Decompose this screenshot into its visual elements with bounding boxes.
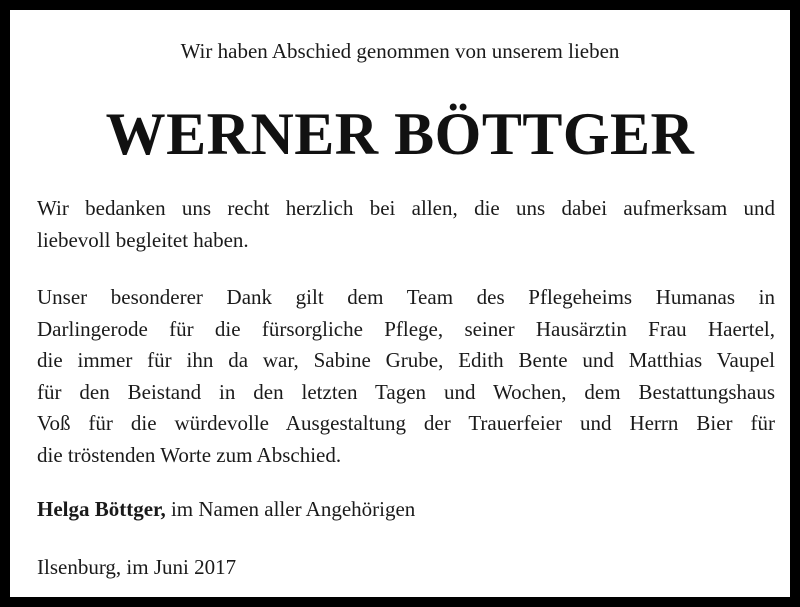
text-line: liebevoll begleitet haben. [37,227,249,252]
signature-name: Helga Böttger, [37,497,166,521]
signature-text: im Namen aller Angehörigen [165,497,416,521]
thanks-paragraph [37,193,775,256]
text-line: Darlingerode für die fürsorgliche Pflege, seiner Hausärztin Frau Haertel, [37,316,775,341]
text-line: die immer für ihn da war, Sabine Grube, Edith Bente und Matthias Vaupel [37,348,775,372]
text-line: Unser besonderer Dank gilt dem Team des Pflegeheims Humanas in [37,285,775,309]
intro-line: Wir haben Abschied genommen von unserem lieben [180,39,620,63]
text-line: für den Beistand in den letzten Tagen und Wochen, dem Bestattungshaus [37,379,775,404]
special-thanks-paragraph [37,282,775,471]
deceased-name: WERNER BÖTTGER [105,101,695,167]
text-line: Wir bedanken uns recht herzlich bei allen, die uns dabei aufmerksam und [37,196,775,220]
place-date: Ilsenburg, im Juni 2017 [37,555,237,579]
text-line: Voß für die würdevolle Ausgestaltung der Trauerfeier und Herrn Bier für [37,411,775,435]
text-line: die tröstenden Worte zum Abschied. [37,442,342,467]
signature-line [37,495,415,523]
